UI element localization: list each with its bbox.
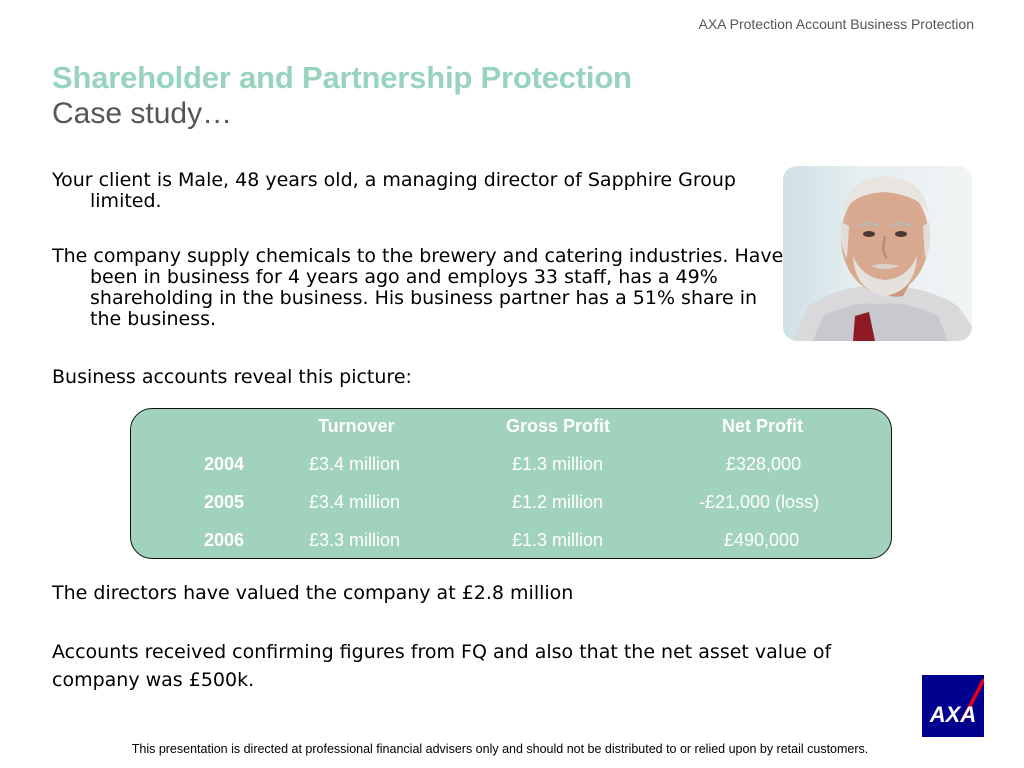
- row-gross-profit: £1.2 million: [512, 492, 604, 512]
- row-gross-profit: £1.3 million: [512, 454, 604, 474]
- row-net-profit: -£21,000 (loss): [699, 492, 820, 512]
- row-year: 2004: [204, 454, 245, 474]
- business-accounts-table: [130, 408, 892, 559]
- client-photo: [783, 166, 972, 341]
- header-tag: AXA Protection Account Business Protection: [698, 16, 974, 32]
- client-paragraph: Your client is Male, 48 years old, a managing director of Sapphire Group limited.: [52, 169, 736, 212]
- row-gross-profit: £1.3 million: [512, 530, 604, 550]
- row-year: 2005: [204, 492, 245, 512]
- row-net-profit: £328,000: [726, 454, 802, 474]
- row-year: 2006: [204, 530, 245, 550]
- column-header-gross-profit: Gross Profit: [506, 416, 611, 436]
- page-title: Shareholder and Partnership Protection: [52, 60, 632, 95]
- axa-logo: [922, 675, 984, 737]
- row-turnover: £3.3 million: [309, 530, 401, 550]
- row-turnover: £3.4 million: [309, 492, 401, 512]
- confirmation-paragraph: Accounts received confirming figures from FQ and also that the net asset value of company was £500k.: [52, 641, 832, 691]
- page-subtitle: Case study…: [52, 97, 233, 130]
- row-net-profit: £490,000: [724, 530, 800, 550]
- row-turnover: £3.4 million: [309, 454, 401, 474]
- column-header-net-profit: Net Profit: [722, 416, 803, 436]
- valuation-paragraph: The directors have valued the company at £2.8 million: [52, 582, 574, 604]
- svg-text:AXA: AXA: [929, 702, 977, 727]
- column-header-turnover: Turnover: [318, 416, 395, 436]
- disclaimer-footer: This presentation is directed at professional financial advisers only and should not be distributed to or relied upon by retail customers.: [131, 742, 869, 756]
- company-paragraph: The company supply chemicals to the brewery and catering industries. Have been in business for 4 years ago and employs 33 staff, has a 49% shareholding in the business. His business partner has a 51% share in the business.: [52, 245, 784, 330]
- accounts-intro-paragraph: Business accounts reveal this picture:: [52, 366, 412, 388]
